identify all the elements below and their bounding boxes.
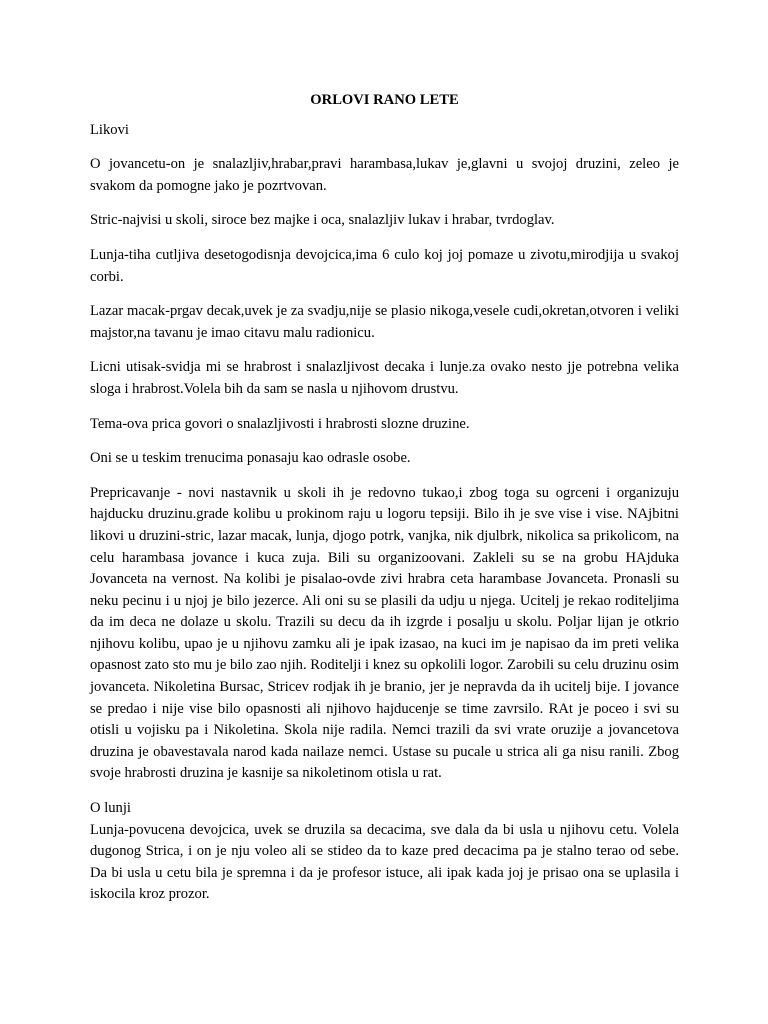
paragraph-stric: Stric-najvisi u skoli, siroce bez majke i oca, snalazljiv lukav i hrabar, tvrdoglav. (90, 212, 555, 229)
section-heading-o-lunji: O lunji (90, 800, 131, 817)
paragraph-tema: Tema-ova prica govori o snalazljivosti i hrabrosti slozne druzine. (90, 415, 470, 432)
document-title: ORLOVI RANO LETE (310, 92, 459, 108)
paragraph-licni-utisak: Licni utisak-svidja mi se hrabrost i snalazljivost decaka i lunje.za ovako nesto jje potrebna velika sloga i hrabrost.Volela bih da sam se nasla u njihovom drustvu. (90, 359, 679, 397)
paragraph-jovance: O jovancetu-on je snalazljiv,hrabar,pravi harambasa,lukav je,glavni u svojoj druzini, zeleo je svakom da pomogne jako je pozrtvovan. (90, 156, 679, 194)
paragraph-lazar: Lazar macak-prgav decak,uvek je za svadju,nije se plasio nikoga,vesele cudi,okretan,otvoren i veliki majstor,na tavanu je imao citavu malu radionicu. (90, 303, 679, 341)
paragraph-o-lunji: Lunja-povucena devojcica, uvek se druzila sa decacima, sve dala da bi usla u njihovu cetu. Volela dugonog Strica, i on je nju voleo ali se stideo da to kaze pred decacima pa je stalno terao od sebe. Da bi usla u cetu bila je spremna i da je profesor istuce, ali ipak kada joj je prisao ona se uplasila i iskocila kroz prozor. (90, 821, 679, 903)
paragraph-prepricavanje: Prepricavanje - novi nastavnik u skoli ih je redovno tukao,i zbog toga su ogrceni i organizuju hajducku druzinu.grade kolibu u prokinom raju u logoru tepsiji. Bilo ih je sve vise i vise. NAjbitni likovi u druzini-stric, lazar macak, lunja, djogo potrk, vanjka, nik djulbrk, nikolica sa prikolicom, na celu harambasa jovance i kuca zuja. Bili su organizoovani. Zakleli su se na grobu HAjduka Jovanceta na vernost. Na kolibi je pisalao-ovde zivi hrabra ceta harambase Jovanceta. Pronasli su neku pecinu i u njoj je bilo jezerce. Ali oni su se plasili da udju u njega. Ucitelj je rekao roditeljima da im deca ne dolaze u skolu. Trazili su decu da ih izgrde i posalju u skolu. Poljar lijan je otkrio njihovu kolibu, upao je u njihovu zamku ali je ipak izasao, na kuci im je napisao da im preti velika opasnost zato sto mu je bilo zao njih. Roditelji i knez su opkolili logor. Zarobili su celu druzinu osim jovanceta. Nikoletina Bursac, Stricev rodjak ih je branio, jer je nepravda da ih ucitelj bije. I jovance se predao i nije vise bilo opasnosti ali njihovo hajducenje se time zavrsilo. RAt je poceo i svi su otisli u vojisku pa i Nikoletina. Skola nije radila. Nemci trazili da svi vrate oruzije a jovancetova druzina je obavestavala narod kada nailaze nemci. Ustase su pucale u strica ali ga nisu ranili. Zbog svoje hrabrosti druzina je kasnije sa nikoletinom otisla u rat. (90, 484, 679, 782)
section-heading-likovi: Likovi (90, 121, 129, 138)
paragraph-odrasle-osobe: Oni se u teskim trenucima ponasaju kao odrasle osobe. (90, 450, 411, 467)
document-content (90, 90, 679, 919)
paragraph-lunja: Lunja-tiha cutljiva desetogodisnja devojcica,ima 6 culo koj joj pomaze u zivotu,mirodjija u svakoj corbi. (90, 246, 679, 285)
